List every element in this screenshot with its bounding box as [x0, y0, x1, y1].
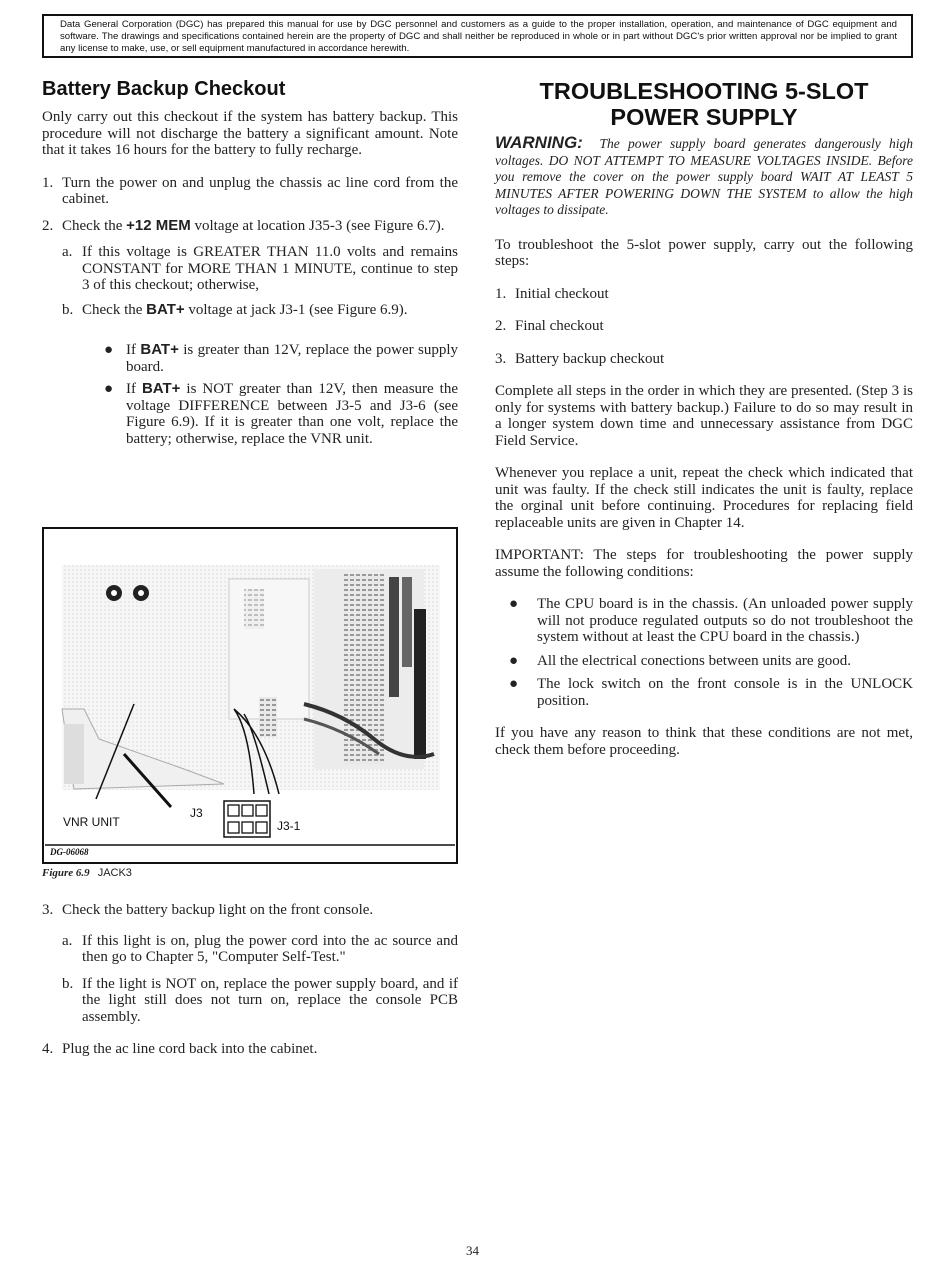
figure-caption — [42, 867, 132, 879]
bullet-2-pre: If — [126, 381, 142, 397]
condition-2 — [509, 653, 913, 670]
step-3-text: Check the battery backup light on the front console. — [62, 902, 374, 918]
step-2b-post: voltage at jack J3-1 (see Figure 6.9). — [184, 301, 408, 318]
checkout-step-number: 3. — [495, 350, 507, 367]
step-4-text: Plug the ac line cord back into the cabinet. — [62, 1041, 318, 1057]
bullet-1 — [104, 342, 458, 375]
j3-label: J3 — [190, 806, 203, 820]
important-note: IMPORTANT: The steps for troubleshooting the power supply assume the following conditions: — [495, 547, 913, 580]
vnr-unit-label: VNR UNIT — [63, 815, 120, 829]
bullet-1-pre: If — [126, 342, 141, 358]
page-number: 34 — [466, 1243, 479, 1258]
checkout-step-number: 2. — [495, 318, 507, 334]
checkout-step-number: 1. — [495, 285, 507, 302]
bullet-2-text — [126, 381, 458, 447]
step-2-pre: Check the — [62, 217, 127, 234]
figure-6-9 — [42, 527, 458, 864]
step-2 — [42, 218, 458, 235]
checkout-step-2 — [495, 318, 913, 335]
step-4-number: 4. — [42, 1041, 54, 1057]
right-column — [495, 78, 913, 758]
step-4 — [42, 1041, 458, 1058]
step-2-text — [62, 218, 458, 235]
checkout-step-text: Battery backup checkout — [515, 350, 665, 367]
left-column — [42, 78, 458, 453]
step-2a-letter: a. — [62, 244, 73, 260]
j3-1-label: J3-1 — [277, 819, 301, 833]
step-2a-text: If this voltage is GREATER THAN 11.0 volts and remains CONSTANT for MORE THAN 1 MINUTE, continue to step 3 of this checkout; otherwise, — [82, 244, 458, 293]
bullet-2 — [104, 381, 458, 447]
step-2-signal: +12 MEM — [126, 216, 191, 234]
paragraph-replace-unit: Whenever you replace a unit, repeat the check which indicated that unit was faulty. If the check still indicates the unit is faulty, replace the orginal unit before continuing. Procedures for replacing field replaceable units are given in Chapter 14. — [495, 465, 913, 531]
figure-caption-label: Figure 6.9 — [42, 867, 90, 879]
warning-label: WARNING: — [495, 133, 583, 152]
dg-code: DG-06068 — [50, 847, 89, 857]
step-1-number: 1. — [42, 174, 54, 191]
bullet-dot: ● — [509, 596, 519, 612]
step-3a-letter: a. — [62, 932, 73, 949]
checkout-step-text: Initial checkout — [515, 285, 609, 302]
step-2b-text — [82, 302, 458, 319]
step-2b-signal: BAT+ — [146, 300, 185, 318]
step-3a-text: If this light is on, plug the power cord into the ac source and then go to Chapter 5, "Computer Self-Test." — [82, 932, 458, 965]
troubleshooting-title: TROUBLESHOOTING 5-SLOT POWER SUPPLY — [539, 78, 869, 130]
step-2a — [62, 244, 458, 294]
step-1 — [42, 175, 458, 208]
bullet-2-post: is NOT greater than 12V, then measure the voltage DIFFERENCE between J3-5 and J3-6 (see Figure 6.9). If it is greater than one volt, replace the battery; otherwise, replace the VNR unit. — [126, 381, 458, 447]
warning-block — [495, 135, 913, 219]
lower-steps — [42, 902, 458, 1068]
bullet-1-text — [126, 342, 458, 375]
step-2b-pre: Check the — [82, 301, 147, 318]
condition-text: The CPU board is in the chassis. (An unloaded power supply will not produce regulated outputs so do not troubleshoot the system without at least the CPU board in the chassis.) — [537, 596, 913, 645]
checkout-step-text: Final checkout — [515, 318, 604, 334]
battery-intro: Only carry out this checkout if the system has battery backup. This procedure will not discharge the battery a significant amount. Note that it takes 16 hours for the battery to fully recharge. — [42, 109, 458, 158]
closing-paragraph: If you have any reason to think that these conditions are not met, check them before proceeding. — [495, 725, 913, 758]
step-3 — [42, 902, 458, 919]
bullet-dot: ● — [509, 652, 519, 669]
step-2b-letter: b. — [62, 301, 74, 318]
step-2b — [62, 302, 458, 319]
bullet-dot: ● — [104, 342, 114, 358]
bullet-1-post: is greater than 12V, replace the power supply board. — [126, 342, 458, 375]
step-2-post: voltage at location J35-3 (see Figure 6.7). — [190, 217, 445, 234]
bullet-dot: ● — [509, 676, 519, 692]
copyright-notice: Data General Corporation (DGC) has prepared this manual for use by DGC personnel and customers as a guide to the proper installation, operation, and maintenance of DGC equipment and software. The drawings and specifications contained herein are the property of DGC and shall neither be reproduced in whole or in part without DGC's prior written approval nor be implied to grant any license to make, use, or sell equipment manufactured in accordance herewith. — [42, 14, 913, 58]
step-3-number: 3. — [42, 902, 54, 918]
bullet-2-signal: BAT+ — [141, 380, 181, 397]
warning-text: The power supply board generates dangerously high voltages. DO NOT ATTEMPT TO MEASURE VOLTAGES INSIDE. Before you remove the cover on the power supply board WAIT AT LEAST 5 MINUTES AFTER POWERING DOWN THE SYSTEM to allow the high voltages to dissipate. — [495, 136, 913, 217]
paragraph-complete-steps: Complete all steps in the order in which they are presented. (Step 3 is only for systems with battery backup.) Failure to do so may result in a longer system down time and unnecessary assistance from DGC Field Service. — [495, 383, 913, 449]
checkout-step-1 — [495, 286, 913, 303]
step-3a — [62, 933, 458, 966]
condition-3 — [509, 676, 913, 709]
chassis-photo-illustration — [44, 529, 456, 862]
step-2-number: 2. — [42, 217, 54, 234]
condition-text: The lock switch on the front console is in the UNLOCK position. — [537, 676, 913, 709]
figure-caption-text: JACK3 — [97, 867, 132, 879]
bullet-dot: ● — [104, 381, 114, 397]
step-1-text: Turn the power on and unplug the chassis ac line cord from the cabinet. — [62, 174, 458, 207]
condition-text: All the electrical conections between units are good. — [537, 652, 852, 669]
step-3b-letter: b. — [62, 975, 74, 992]
bullet-1-signal: BAT+ — [140, 341, 179, 358]
troubleshoot-intro: To troubleshoot the 5-slot power supply, carry out the following steps: — [495, 236, 913, 269]
checkout-step-3 — [495, 351, 913, 368]
step-3b — [62, 976, 458, 1026]
condition-1 — [509, 596, 913, 646]
battery-backup-heading: Battery Backup Checkout — [42, 78, 286, 100]
step-3b-text: If the light is NOT on, replace the power supply board, and if the light still does not turn on, replace the console PCB assembly. — [82, 975, 458, 1025]
